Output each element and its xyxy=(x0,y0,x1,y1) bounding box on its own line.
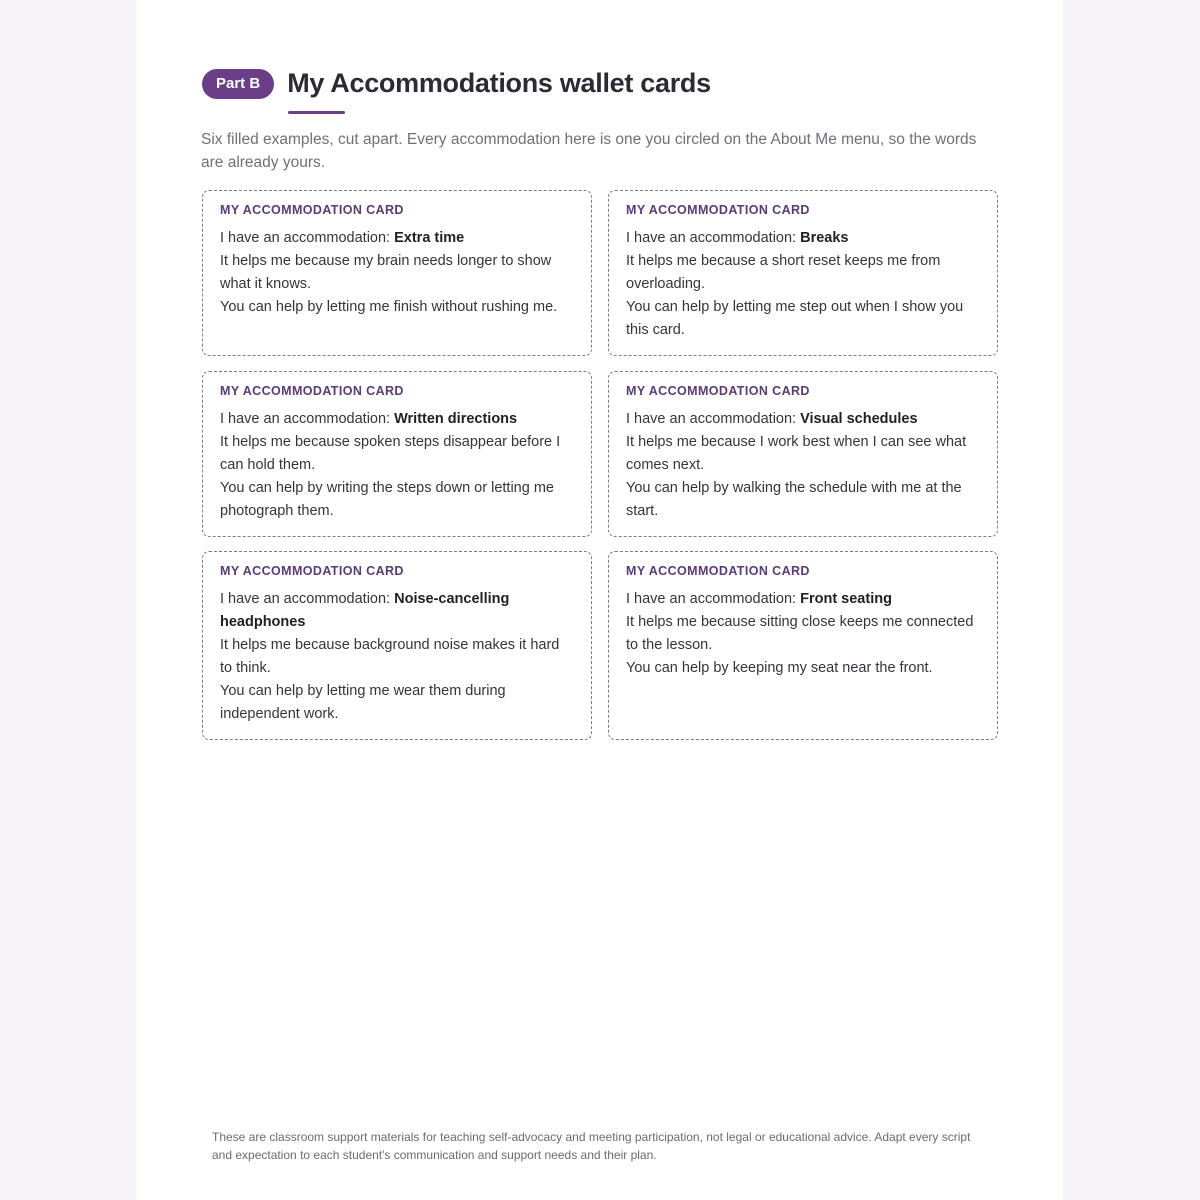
wallet-card-visual-schedules xyxy=(608,371,998,537)
because-line: It helps me because my brain needs longer to show what it knows. xyxy=(220,253,552,292)
card-text xyxy=(220,227,574,319)
accommodation-line: I have an accommodation: Visual schedules xyxy=(626,411,918,427)
help-line: You can help by keeping my seat near the front. xyxy=(626,660,933,676)
accommodation-name: Noise-cancelling headphones xyxy=(220,591,510,630)
accommodation-line: I have an accommodation: Extra time xyxy=(220,230,465,246)
part-badge: Part B xyxy=(202,69,274,99)
because-line: It helps me because spoken steps disappear before I can hold them. xyxy=(220,434,561,473)
because-line: It helps me because sitting close keeps me connected to the lesson. xyxy=(626,614,974,653)
disclaimer-footer: These are classroom support materials for teaching self-advocacy and meeting participation, not legal or educational advice. Adapt every script and expectation to each student's communication and support needs and their plan. xyxy=(212,1130,971,1162)
card-label: MY ACCOMMODATION CARD xyxy=(626,564,810,578)
wallet-card-extra-time xyxy=(202,190,592,356)
page-header xyxy=(202,68,711,99)
help-line: You can help by letting me wear them during independent work. xyxy=(220,683,506,722)
accommodation-line: I have an accommodation: Breaks xyxy=(626,230,849,246)
accommodation-name: Extra time xyxy=(394,230,465,246)
card-text xyxy=(626,227,980,342)
wallet-card-noise-cancelling-headphones xyxy=(202,551,592,740)
card-label: MY ACCOMMODATION CARD xyxy=(220,203,404,217)
card-label: MY ACCOMMODATION CARD xyxy=(626,203,810,217)
wallet-card-front-seating xyxy=(608,551,998,740)
card-label: MY ACCOMMODATION CARD xyxy=(220,564,404,578)
worksheet-page xyxy=(136,0,1063,1200)
wallet-card-breaks xyxy=(608,190,998,356)
accommodation-name: Written directions xyxy=(394,411,518,427)
because-line: It helps me because a short reset keeps me from overloading. xyxy=(626,253,941,292)
help-line: You can help by walking the schedule with me at the start. xyxy=(626,480,962,519)
page-title: My Accommodations wallet cards xyxy=(287,68,711,98)
card-text xyxy=(220,408,574,523)
card-label: MY ACCOMMODATION CARD xyxy=(220,384,404,398)
accommodation-line: I have an accommodation: Written directions xyxy=(220,411,518,427)
because-line: It helps me because I work best when I can see what comes next. xyxy=(626,434,967,473)
wallet-card-written-directions xyxy=(202,371,592,537)
intro-text: Six filled examples, cut apart. Every accommodation here is one you circled on the About Me menu, so the words are already yours. xyxy=(201,131,977,171)
accommodation-name: Front seating xyxy=(800,591,892,607)
card-text xyxy=(220,588,574,726)
help-line: You can help by writing the steps down or letting me photograph them. xyxy=(220,480,554,519)
card-label: MY ACCOMMODATION CARD xyxy=(626,384,810,398)
title-underline xyxy=(288,111,345,114)
help-line: You can help by letting me finish without rushing me. xyxy=(220,299,558,315)
help-line: You can help by letting me step out when I show you this card. xyxy=(626,299,964,338)
accommodation-line: I have an accommodation: Front seating xyxy=(626,591,892,607)
accommodation-name: Visual schedules xyxy=(800,411,918,427)
accommodation-name: Breaks xyxy=(800,230,849,246)
card-text xyxy=(626,408,980,523)
because-line: It helps me because background noise makes it hard to think. xyxy=(220,637,560,676)
accommodation-line: I have an accommodation: Noise-cancelling headphones xyxy=(220,591,510,630)
card-text xyxy=(626,588,980,680)
